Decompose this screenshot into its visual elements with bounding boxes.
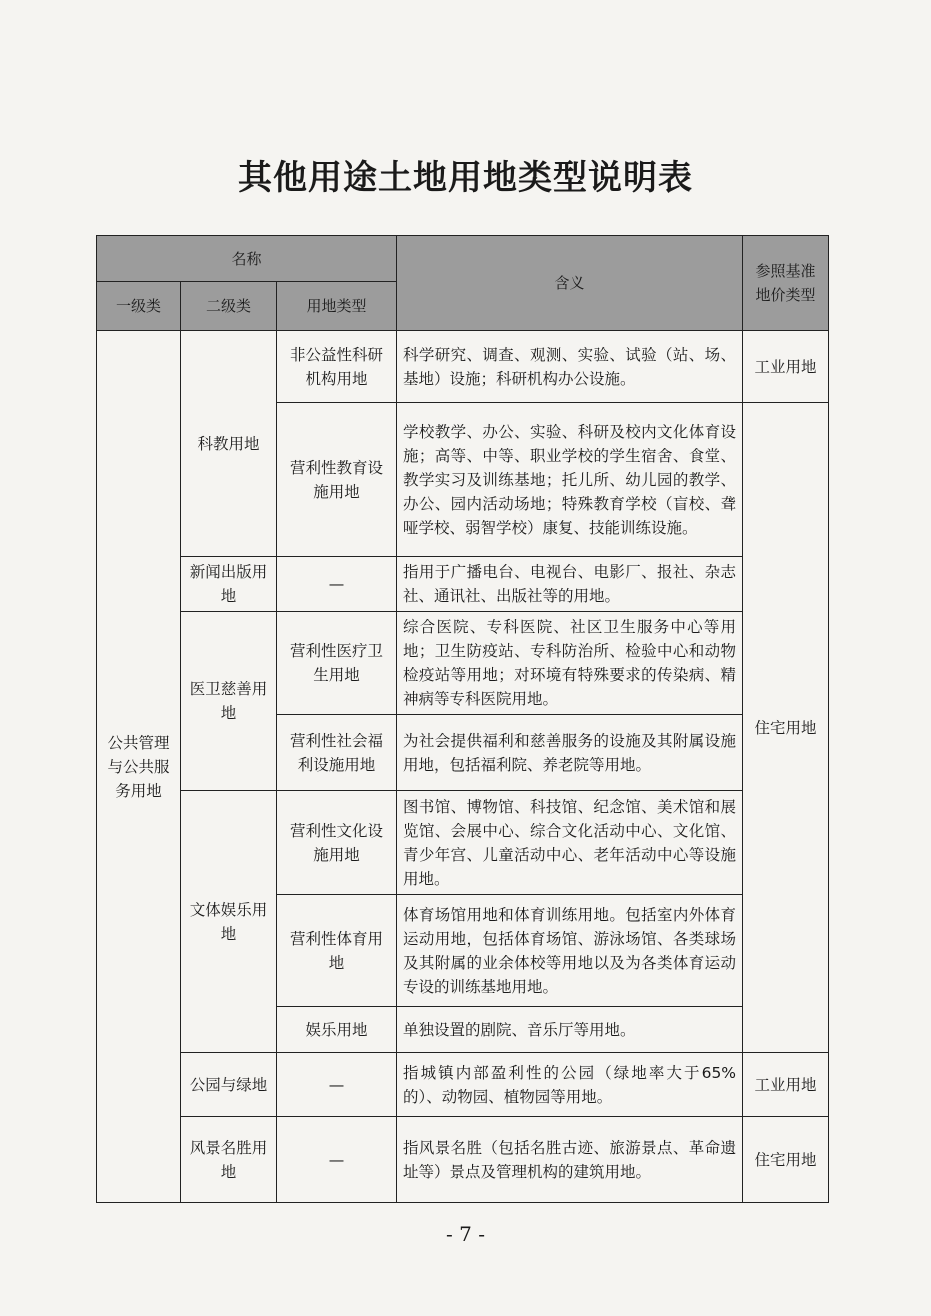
level1-cell: 公共管理与公共服务用地 bbox=[97, 331, 181, 1203]
ref-type-cell: 住宅用地 bbox=[743, 1117, 829, 1203]
ref-type-cell: 工业用地 bbox=[743, 331, 829, 403]
header-ref-type: 参照基准地价类型 bbox=[743, 236, 829, 331]
header-level2: 二级类 bbox=[181, 282, 277, 331]
level2-cell: 文体娱乐用地 bbox=[181, 791, 277, 1053]
land-type-table bbox=[96, 235, 829, 1203]
meaning-cell: 学校教学、办公、实验、科研及校内文化体育设施；高等、中等、职业学校的学生宿舍、食堂、教学实习及训练基地；托儿所、幼儿园的教学、办公、园内活动场地；特殊教育学校（盲校、聋哑学校、弱智学校）康复、技能训练设施。 bbox=[397, 403, 743, 557]
land-type-cell: 营利性体育用地 bbox=[277, 895, 397, 1007]
meaning-cell: 图书馆、博物馆、科技馆、纪念馆、美术馆和展览馆、会展中心、综合文化活动中心、文化馆、青少年宫、儿童活动中心、老年活动中心等设施用地。 bbox=[397, 791, 743, 895]
level2-cell: 公园与绿地 bbox=[181, 1053, 277, 1117]
land-type-cell: 营利性医疗卫生用地 bbox=[277, 612, 397, 715]
meaning-cell: 体育场馆用地和体育训练用地。包括室内外体育运动用地，包括体育场馆、游泳场馆、各类球场及其附属的业余体校等用地以及为各类体育运动专设的训练基地用地。 bbox=[397, 895, 743, 1007]
table-row bbox=[97, 557, 829, 612]
level2-cell: 风景名胜用地 bbox=[181, 1117, 277, 1203]
level2-cell: 医卫慈善用地 bbox=[181, 612, 277, 791]
land-type-cell: — bbox=[277, 1117, 397, 1203]
meaning-cell: 科学研究、调查、观测、实验、试验（站、场、基地）设施；科研机构办公设施。 bbox=[397, 331, 743, 403]
land-type-cell: 非公益性科研机构用地 bbox=[277, 331, 397, 403]
header-meaning: 含义 bbox=[397, 236, 743, 331]
land-type-cell: 娱乐用地 bbox=[277, 1007, 397, 1053]
ref-type-cell: 住宅用地 bbox=[743, 403, 829, 1053]
level2-cell: 科教用地 bbox=[181, 331, 277, 557]
meaning-cell: 指风景名胜（包括名胜古迹、旅游景点、革命遗址等）景点及管理机构的建筑用地。 bbox=[397, 1117, 743, 1203]
table-row bbox=[97, 1053, 829, 1117]
meaning-cell: 单独设置的剧院、音乐厅等用地。 bbox=[397, 1007, 743, 1053]
header-name: 名称 bbox=[97, 236, 397, 282]
table-row bbox=[97, 791, 829, 895]
land-type-cell: 营利性教育设施用地 bbox=[277, 403, 397, 557]
land-type-cell: 营利性社会福利设施用地 bbox=[277, 715, 397, 791]
level2-cell: 新闻出版用地 bbox=[181, 557, 277, 612]
table-row bbox=[97, 331, 829, 403]
meaning-cell: 指用于广播电台、电视台、电影厂、报社、杂志社、通讯社、出版社等的用地。 bbox=[397, 557, 743, 612]
header-level1: 一级类 bbox=[97, 282, 181, 331]
meaning-cell: 指城镇内部盈利性的公园（绿地率大于65%的）、动物园、植物园等用地。 bbox=[397, 1053, 743, 1117]
meaning-cell: 为社会提供福利和慈善服务的设施及其附属设施用地，包括福利院、养老院等用地。 bbox=[397, 715, 743, 791]
table-row bbox=[97, 1117, 829, 1203]
page-number: - 7 - bbox=[446, 1222, 485, 1246]
ref-type-cell: 工业用地 bbox=[743, 1053, 829, 1117]
land-type-cell: 营利性文化设施用地 bbox=[277, 791, 397, 895]
table-header-row-1 bbox=[97, 236, 829, 282]
land-type-cell: — bbox=[277, 557, 397, 612]
land-type-cell: — bbox=[277, 1053, 397, 1117]
meaning-cell: 综合医院、专科医院、社区卫生服务中心等用地；卫生防疫站、专科防治所、检验中心和动物检疫站等用地；对环境有特殊要求的传染病、精神病等专科医院用地。 bbox=[397, 612, 743, 715]
table-row bbox=[97, 612, 829, 715]
header-land-type: 用地类型 bbox=[277, 282, 397, 331]
page-title: 其他用途土地用地类型说明表 bbox=[238, 158, 693, 198]
